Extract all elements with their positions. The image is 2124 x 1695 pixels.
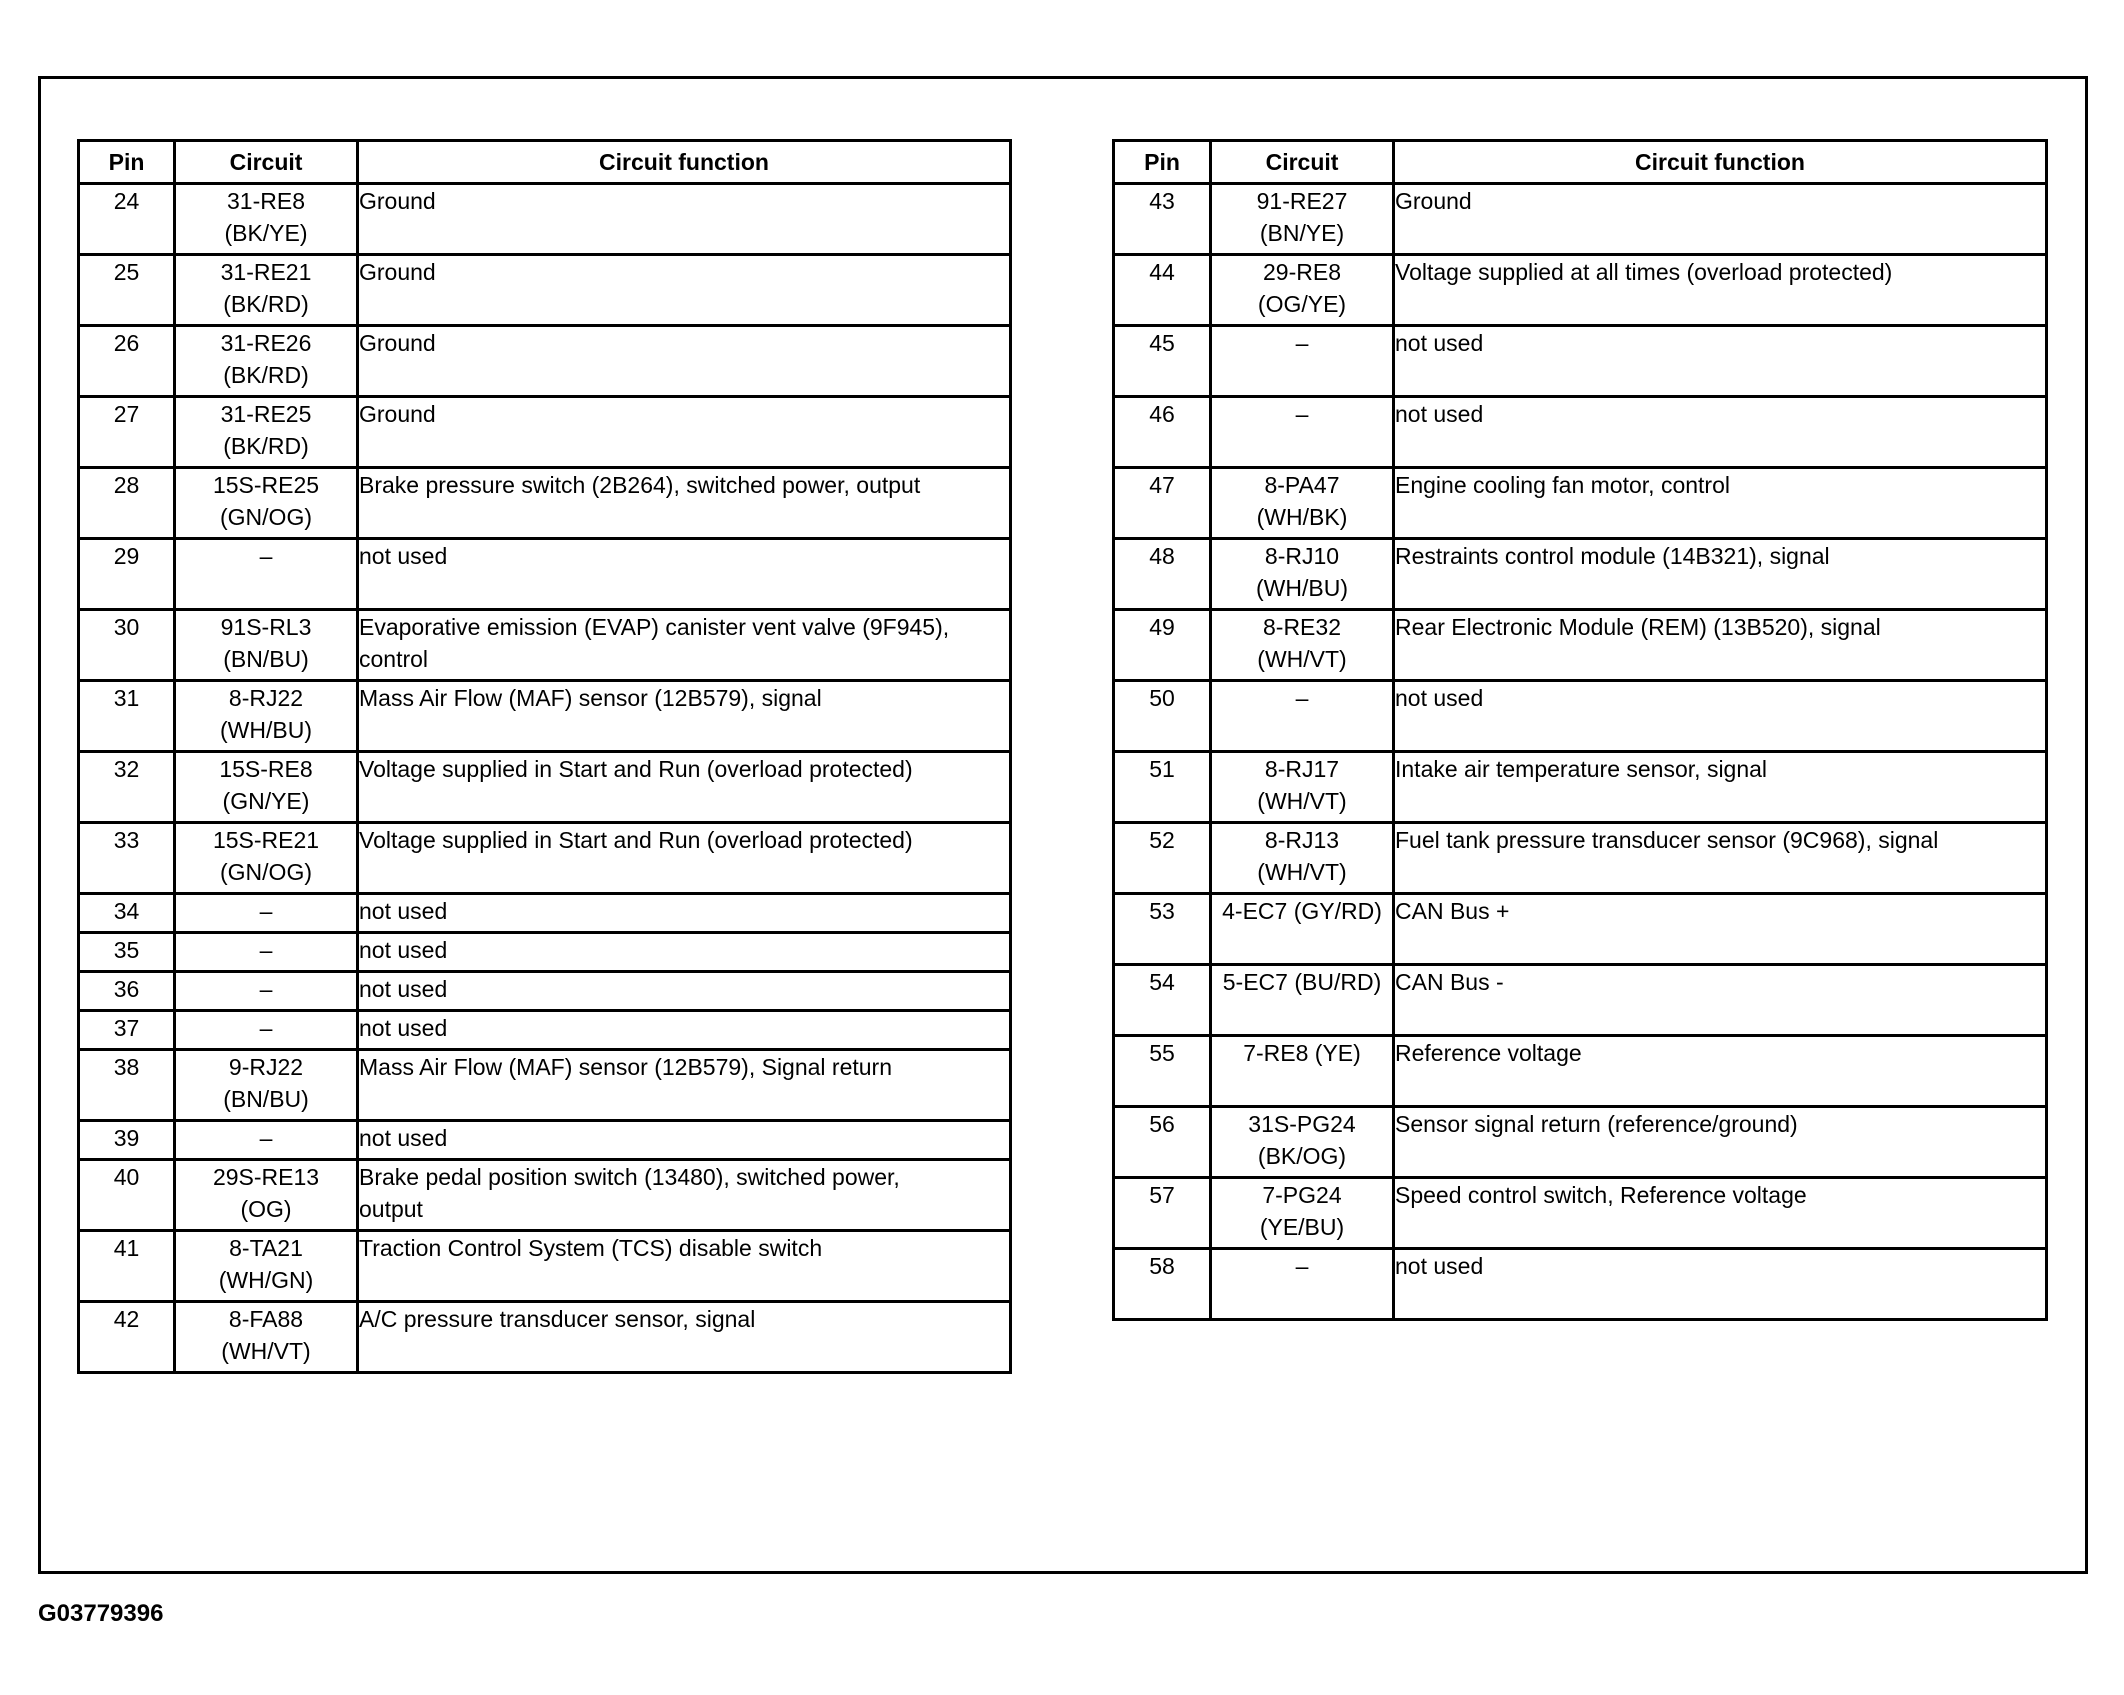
pin-cell: 51 bbox=[1114, 752, 1211, 823]
table-row bbox=[1114, 894, 2047, 965]
circuit-cell: 8-TA21 (WH/GN) bbox=[175, 1231, 358, 1302]
function-cell: Brake pressure switch (2B264), switched power, output bbox=[358, 468, 1011, 539]
circuit-cell: – bbox=[1211, 326, 1394, 397]
pin-cell: 54 bbox=[1114, 965, 1211, 1036]
table-row bbox=[1114, 468, 2047, 539]
pin-cell: 32 bbox=[79, 752, 175, 823]
function-cell: Intake air temperature sensor, signal bbox=[1394, 752, 2047, 823]
pin-cell: 44 bbox=[1114, 255, 1211, 326]
function-cell: Reference voltage bbox=[1394, 1036, 2047, 1107]
function-cell: not used bbox=[358, 933, 1011, 972]
table-row bbox=[1114, 255, 2047, 326]
function-cell: CAN Bus + bbox=[1394, 894, 2047, 965]
table-row bbox=[79, 933, 1011, 972]
circuit-cell: – bbox=[175, 1011, 358, 1050]
function-cell: Ground bbox=[358, 397, 1011, 468]
pin-cell: 26 bbox=[79, 326, 175, 397]
pin-cell: 27 bbox=[79, 397, 175, 468]
pin-cell: 40 bbox=[79, 1160, 175, 1231]
pin-cell: 55 bbox=[1114, 1036, 1211, 1107]
pin-table-left bbox=[77, 139, 1012, 1374]
circuit-cell: 8-RE32 (WH/VT) bbox=[1211, 610, 1394, 681]
function-cell: not used bbox=[358, 1121, 1011, 1160]
function-cell: Evaporative emission (EVAP) canister vent valve (9F945), control bbox=[358, 610, 1011, 681]
pin-cell: 47 bbox=[1114, 468, 1211, 539]
circuit-cell: 31-RE21 (BK/RD) bbox=[175, 255, 358, 326]
circuit-cell: 8-FA88 (WH/VT) bbox=[175, 1302, 358, 1373]
table-row bbox=[79, 823, 1011, 894]
circuit-cell: 29-RE8 (OG/YE) bbox=[1211, 255, 1394, 326]
circuit-cell: – bbox=[1211, 681, 1394, 752]
circuit-cell: 4-EC7 (GY/RD) bbox=[1211, 894, 1394, 965]
circuit-cell: – bbox=[175, 972, 358, 1011]
circuit-cell: 9-RJ22 (BN/BU) bbox=[175, 1050, 358, 1121]
pin-cell: 56 bbox=[1114, 1107, 1211, 1178]
pin-cell: 35 bbox=[79, 933, 175, 972]
table-row bbox=[1114, 326, 2047, 397]
table-row bbox=[79, 184, 1011, 255]
circuit-cell: 91S-RL3 (BN/BU) bbox=[175, 610, 358, 681]
table-row bbox=[79, 1160, 1011, 1231]
function-cell: Restraints control module (14B321), signal bbox=[1394, 539, 2047, 610]
pin-cell: 49 bbox=[1114, 610, 1211, 681]
table-row bbox=[79, 1011, 1011, 1050]
circuit-cell: 15S-RE21 (GN/OG) bbox=[175, 823, 358, 894]
pin-cell: 50 bbox=[1114, 681, 1211, 752]
table-row bbox=[79, 894, 1011, 933]
circuit-cell: – bbox=[175, 1121, 358, 1160]
table-row bbox=[1114, 823, 2047, 894]
function-cell: Ground bbox=[358, 255, 1011, 326]
circuit-cell: 8-RJ17 (WH/VT) bbox=[1211, 752, 1394, 823]
pin-table-right bbox=[1112, 139, 2048, 1321]
table-row bbox=[79, 752, 1011, 823]
header-circuit: Circuit bbox=[1211, 141, 1394, 184]
table-row bbox=[79, 610, 1011, 681]
function-cell: Brake pedal position switch (13480), switched power, output bbox=[358, 1160, 1011, 1231]
circuit-cell: – bbox=[1211, 397, 1394, 468]
table-row bbox=[79, 468, 1011, 539]
function-cell: not used bbox=[1394, 326, 2047, 397]
table-row bbox=[79, 397, 1011, 468]
pin-cell: 37 bbox=[79, 1011, 175, 1050]
table-row bbox=[79, 1121, 1011, 1160]
table-row bbox=[79, 539, 1011, 610]
function-cell: A/C pressure transducer sensor, signal bbox=[358, 1302, 1011, 1373]
table-row bbox=[1114, 1249, 2047, 1320]
pin-cell: 42 bbox=[79, 1302, 175, 1373]
function-cell: Ground bbox=[1394, 184, 2047, 255]
table-row bbox=[1114, 1107, 2047, 1178]
pin-cell: 36 bbox=[79, 972, 175, 1011]
table-row bbox=[79, 326, 1011, 397]
header-function: Circuit function bbox=[1394, 141, 2047, 184]
circuit-cell: 91-RE27 (BN/YE) bbox=[1211, 184, 1394, 255]
pin-cell: 28 bbox=[79, 468, 175, 539]
table-row bbox=[1114, 397, 2047, 468]
table-row bbox=[79, 255, 1011, 326]
function-cell: Engine cooling fan motor, control bbox=[1394, 468, 2047, 539]
table-row bbox=[1114, 1036, 2047, 1107]
pin-cell: 45 bbox=[1114, 326, 1211, 397]
function-cell: Ground bbox=[358, 326, 1011, 397]
pin-cell: 57 bbox=[1114, 1178, 1211, 1249]
pin-cell: 31 bbox=[79, 681, 175, 752]
pin-cell: 43 bbox=[1114, 184, 1211, 255]
pin-cell: 25 bbox=[79, 255, 175, 326]
table-row bbox=[1114, 184, 2047, 255]
function-cell: Sensor signal return (reference/ground) bbox=[1394, 1107, 2047, 1178]
table-row bbox=[1114, 539, 2047, 610]
table-row bbox=[79, 681, 1011, 752]
table-row bbox=[79, 1302, 1011, 1373]
function-cell: Mass Air Flow (MAF) sensor (12B579), signal bbox=[358, 681, 1011, 752]
pin-cell: 30 bbox=[79, 610, 175, 681]
function-cell: Traction Control System (TCS) disable switch bbox=[358, 1231, 1011, 1302]
circuit-cell: 29S-RE13 (OG) bbox=[175, 1160, 358, 1231]
pin-cell: 38 bbox=[79, 1050, 175, 1121]
function-cell: not used bbox=[358, 894, 1011, 933]
function-cell: Rear Electronic Module (REM) (13B520), signal bbox=[1394, 610, 2047, 681]
function-cell: Ground bbox=[358, 184, 1011, 255]
function-cell: not used bbox=[1394, 681, 2047, 752]
circuit-cell: 15S-RE8 (GN/YE) bbox=[175, 752, 358, 823]
function-cell: Voltage supplied in Start and Run (overload protected) bbox=[358, 823, 1011, 894]
header-pin: Pin bbox=[1114, 141, 1211, 184]
circuit-cell: 7-PG24 (YE/BU) bbox=[1211, 1178, 1394, 1249]
table-row bbox=[1114, 752, 2047, 823]
function-cell: Voltage supplied in Start and Run (overload protected) bbox=[358, 752, 1011, 823]
table-header-row bbox=[1114, 141, 2047, 184]
function-cell: Mass Air Flow (MAF) sensor (12B579), Signal return bbox=[358, 1050, 1011, 1121]
header-circuit: Circuit bbox=[175, 141, 358, 184]
circuit-cell: – bbox=[175, 894, 358, 933]
circuit-cell: 8-RJ10 (WH/BU) bbox=[1211, 539, 1394, 610]
function-cell: not used bbox=[1394, 1249, 2047, 1320]
table-row bbox=[1114, 1178, 2047, 1249]
function-cell: Voltage supplied at all times (overload protected) bbox=[1394, 255, 2047, 326]
table-row bbox=[1114, 965, 2047, 1036]
pin-cell: 48 bbox=[1114, 539, 1211, 610]
table-row bbox=[79, 1231, 1011, 1302]
pin-cell: 41 bbox=[79, 1231, 175, 1302]
circuit-cell: 5-EC7 (BU/RD) bbox=[1211, 965, 1394, 1036]
function-cell: CAN Bus - bbox=[1394, 965, 2047, 1036]
circuit-cell: 7-RE8 (YE) bbox=[1211, 1036, 1394, 1107]
header-pin: Pin bbox=[79, 141, 175, 184]
pin-cell: 24 bbox=[79, 184, 175, 255]
circuit-cell: 8-RJ22 (WH/BU) bbox=[175, 681, 358, 752]
table-row bbox=[79, 972, 1011, 1011]
pin-cell: 39 bbox=[79, 1121, 175, 1160]
circuit-cell: 8-RJ13 (WH/VT) bbox=[1211, 823, 1394, 894]
pin-cell: 53 bbox=[1114, 894, 1211, 965]
pin-cell: 58 bbox=[1114, 1249, 1211, 1320]
circuit-cell: – bbox=[175, 933, 358, 972]
function-cell: not used bbox=[1394, 397, 2047, 468]
circuit-cell: 31-RE8 (BK/YE) bbox=[175, 184, 358, 255]
pin-cell: 29 bbox=[79, 539, 175, 610]
header-function: Circuit function bbox=[358, 141, 1011, 184]
circuit-cell: 8-PA47 (WH/BK) bbox=[1211, 468, 1394, 539]
table-row bbox=[1114, 681, 2047, 752]
function-cell: Fuel tank pressure transducer sensor (9C968), signal bbox=[1394, 823, 2047, 894]
pin-cell: 46 bbox=[1114, 397, 1211, 468]
pin-cell: 52 bbox=[1114, 823, 1211, 894]
function-cell: not used bbox=[358, 1011, 1011, 1050]
function-cell: not used bbox=[358, 539, 1011, 610]
function-cell: Speed control switch, Reference voltage bbox=[1394, 1178, 2047, 1249]
figure-id: G03779396 bbox=[38, 1600, 164, 1627]
pin-cell: 34 bbox=[79, 894, 175, 933]
table-row bbox=[1114, 610, 2047, 681]
circuit-cell: 31-RE25 (BK/RD) bbox=[175, 397, 358, 468]
table-row bbox=[79, 1050, 1011, 1121]
pin-cell: 33 bbox=[79, 823, 175, 894]
circuit-cell: – bbox=[175, 539, 358, 610]
circuit-cell: 31S-PG24 (BK/OG) bbox=[1211, 1107, 1394, 1178]
circuit-cell: – bbox=[1211, 1249, 1394, 1320]
circuit-cell: 15S-RE25 (GN/OG) bbox=[175, 468, 358, 539]
table-header-row bbox=[79, 141, 1011, 184]
circuit-cell: 31-RE26 (BK/RD) bbox=[175, 326, 358, 397]
function-cell: not used bbox=[358, 972, 1011, 1011]
